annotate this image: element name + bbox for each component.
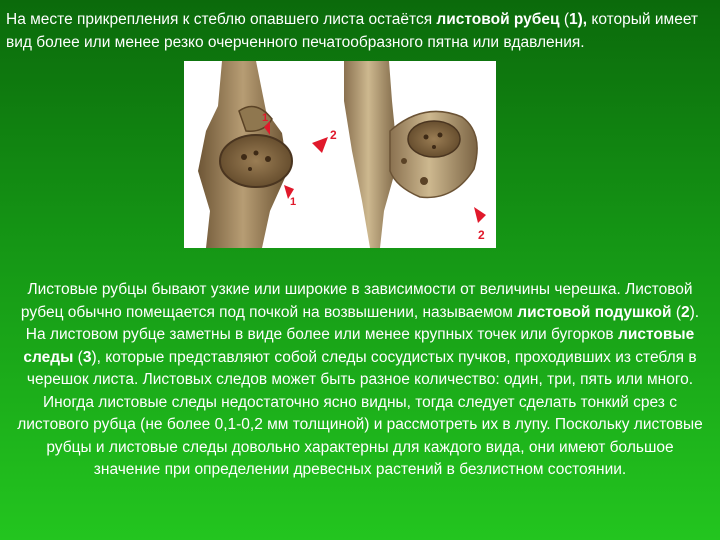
body-text-3: ). На листовом рубце заметны в виде более или менее крупных точек или бугорков bbox=[25, 303, 700, 343]
intro-paragraph bbox=[6, 8, 712, 54]
twig-photo bbox=[184, 61, 496, 248]
photo-label-2-right: 2 bbox=[478, 228, 485, 242]
ref-number-1: 1), bbox=[568, 11, 588, 28]
intro-text-3: который имеет вид более или менее резко очерченного печатообразного пятна или вдавления. bbox=[6, 11, 699, 51]
body-text-2: ( bbox=[671, 303, 681, 321]
photo-label-1-bottom: 1 bbox=[290, 196, 297, 208]
ref-number-3: 3 bbox=[82, 348, 92, 366]
intro-text-1: На месте прикрепления к стеблю опавшего листа остаётся bbox=[6, 11, 437, 28]
ref-number-2: 2 bbox=[680, 303, 690, 321]
body-text-4: ( bbox=[73, 348, 83, 366]
photo-label-2-left: 2 bbox=[330, 128, 337, 142]
twig-illustration bbox=[184, 61, 496, 248]
term-leaf-scar: листовой рубец bbox=[436, 11, 560, 28]
term-leaf-cushion: листовой подушкой bbox=[517, 303, 672, 321]
photo-label-1-top: 1 bbox=[262, 112, 269, 124]
body-text-1: Листовые рубцы бывают узкие или широкие в зависимости от величины черешка. Листовой рубец обычно помещается под почкой на возвышении, называемом bbox=[20, 281, 693, 321]
intro-text-2: ( bbox=[559, 11, 569, 28]
term-leaf-traces: листовые следы bbox=[23, 326, 695, 366]
body-paragraph bbox=[14, 279, 706, 482]
arrow-2-left bbox=[312, 137, 328, 153]
body-text-5: ), которые представляют собой следы сосудистых пучков, проходивших из стебля в черешок листа. Листовых следов может быть разное количество: один, три, пять или много. Иногда листовые следы недостаточно ясно видны, тогда следует сделать тонкий срез с листового рубца (не более 0,1-0,2 мм толщиной) и рассмотреть их в лупу. Поскольку листовые рубцы и листовые следы довольно характерны для каждого вида, они имеют большое значение при определении древесных растений в безлистном состоянии. bbox=[17, 348, 703, 478]
left-leaf-scar bbox=[220, 135, 292, 187]
arrow-2-right bbox=[474, 207, 486, 223]
